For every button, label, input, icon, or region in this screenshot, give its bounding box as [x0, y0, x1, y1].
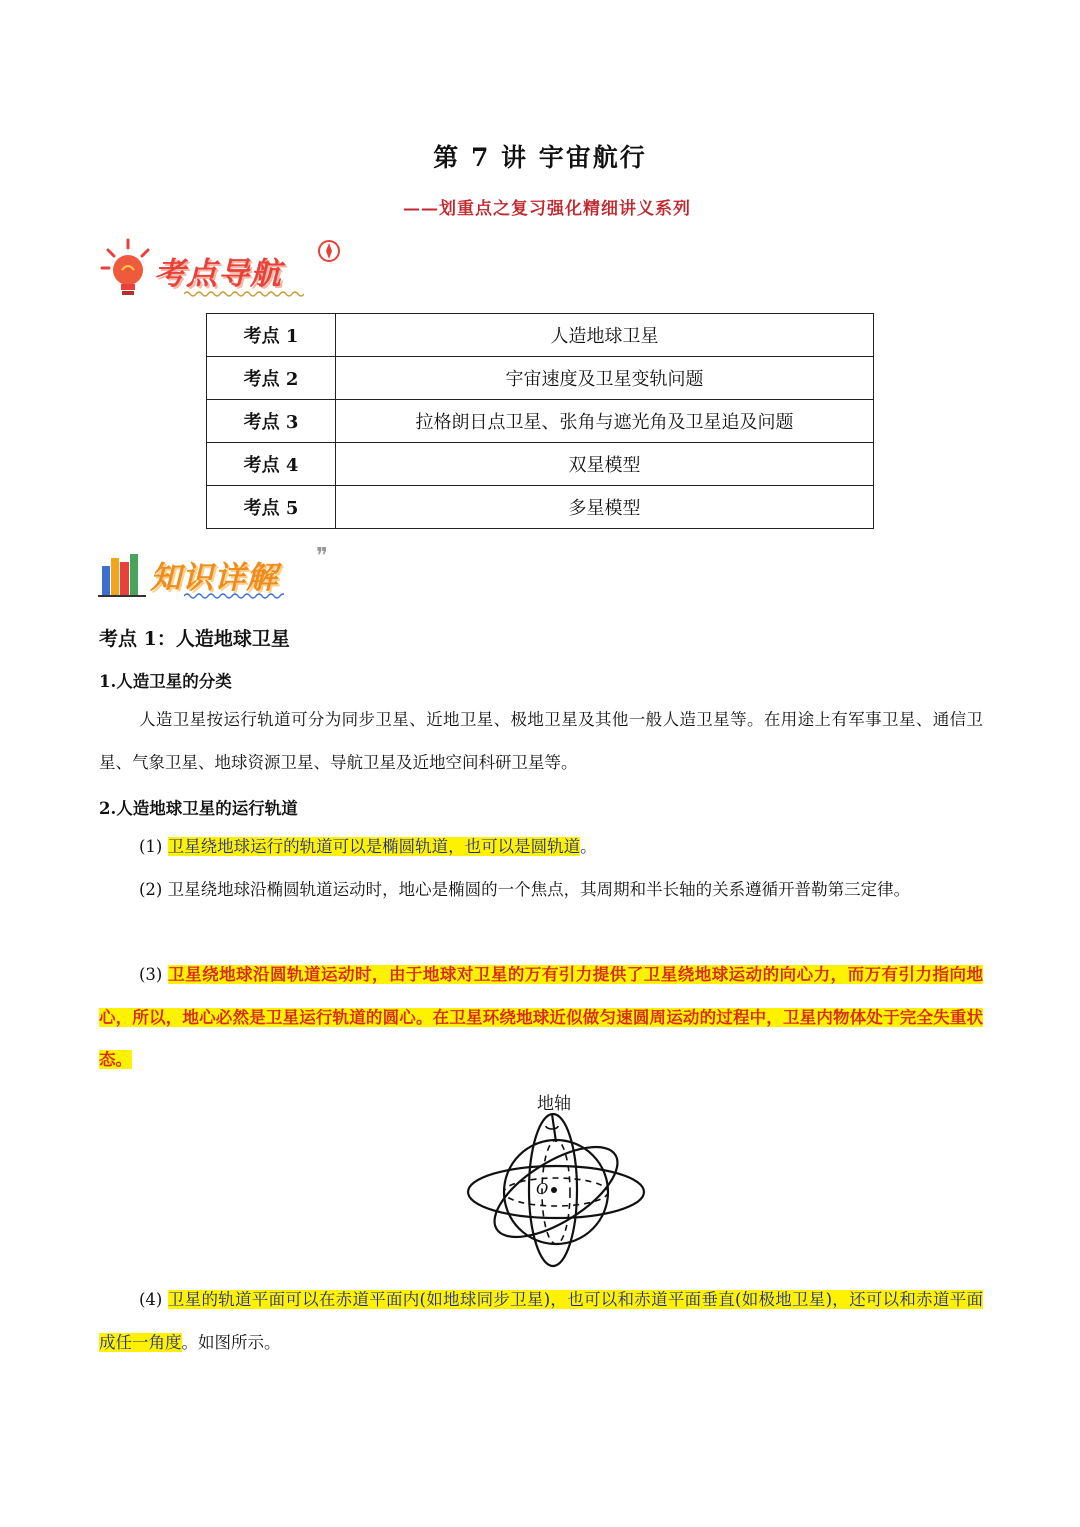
table-row [207, 357, 874, 400]
page-subtitle: ——划重点之复习强化精细讲义系列 [403, 199, 691, 219]
table-row [207, 400, 874, 443]
table-row [207, 443, 874, 486]
table-cell-label: 考点 4 [207, 443, 336, 486]
banner-zhishi-xiangjie [98, 546, 348, 602]
wavy-underline [184, 290, 304, 298]
quote-mark-icon: ❞ [316, 544, 328, 569]
table-row [207, 314, 874, 357]
banner-kaodian-daohang [98, 236, 348, 302]
sub-heading-classification: 1.人造卫星的分类 [99, 672, 232, 691]
table-row [207, 486, 874, 529]
table-cell-topic: 人造地球卫星 [336, 314, 874, 357]
item-number: (4) [139, 1290, 163, 1309]
orbit-diagram [456, 1112, 656, 1272]
table-cell-label: 考点 5 [207, 486, 336, 529]
highlighted-text: 卫星的轨道平面可以在赤道平面内(如地球同步卫星)，也可以和赤道平面垂直(如极地卫星)，还可以和赤道平面成任一角度 [99, 1290, 984, 1352]
item-tail: 。 [580, 837, 597, 856]
figure-axis-label: 地轴 [537, 1094, 571, 1114]
paragraph-text: 人造卫星按运行轨道可分为同步卫星、近地卫星、极地卫星及其他一般人造卫星等。在用途上有军事卫星、通信卫星、气象卫星、地球资源卫星、导航卫星及近地空间科研卫星等。 [99, 710, 983, 772]
section-heading: 考点 1：人造地球卫星 [99, 628, 290, 650]
wavy-underline [184, 592, 284, 600]
table-cell-topic: 多星模型 [336, 486, 874, 529]
paragraph-classification [99, 699, 983, 784]
item-2 [99, 869, 983, 912]
table-cell-label: 考点 1 [207, 314, 336, 357]
rotation-arrow-icon [546, 1126, 558, 1129]
figure-center-label: O [536, 1180, 549, 1198]
banner-kaodian-daohang-text: 考点导航 [154, 256, 282, 292]
books-icon [98, 548, 148, 598]
item-3 [99, 954, 983, 1082]
highlighted-text: 卫星绕地球运行的轨道可以是椭圆轨道，也可以是圆轨道 [167, 837, 581, 856]
sub-heading-orbit: 2.人造地球卫星的运行轨道 [99, 799, 298, 818]
compass-icon [316, 238, 342, 264]
table-cell-topic: 拉格朗日点卫星、张角与遮光角及卫星追及问题 [336, 400, 874, 443]
highlighted-text: 卫星绕地球沿圆轨道运动时，由于地球对卫星的万有引力提供了卫星绕地球运动的向心力，而万有引力指向地心，所以，地心必然是卫星运行轨道的圆心。在卫星环绕地球近似做匀速圆周运动的过程中，卫星内物体处于完全失重状态。 [99, 965, 983, 1069]
item-1 [99, 826, 983, 869]
item-4 [99, 1279, 983, 1364]
table-cell-topic: 双星模型 [336, 443, 874, 486]
page-title: 第 7 讲 宇宙航行 [433, 143, 647, 172]
table-cell-label: 考点 3 [207, 400, 336, 443]
item-text: (2) 卫星绕地球沿椭圆轨道运动时，地心是椭圆的一个焦点，其周期和半长轴的关系遵循开普勒第三定律。 [139, 880, 911, 899]
item-number: (3) [139, 965, 163, 984]
table-cell-label: 考点 2 [207, 357, 336, 400]
item-number: (1) [139, 837, 163, 856]
banner-zhishi-xiangjie-text: 知识详解 [150, 560, 278, 596]
table-cell-topic: 宇宙速度及卫星变轨问题 [336, 357, 874, 400]
item-tail: 。如图所示。 [181, 1332, 281, 1352]
kaodian-nav-table [206, 313, 874, 529]
earth-center-dot [551, 1187, 557, 1193]
lightbulb-icon [98, 236, 158, 302]
